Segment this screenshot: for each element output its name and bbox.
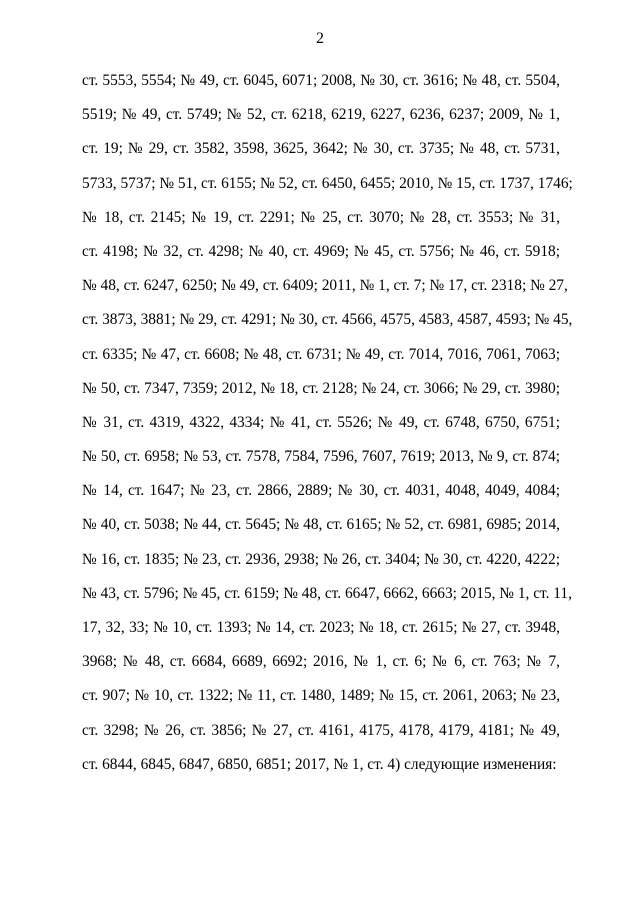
text-line-4: 5733, 5737; № 51, ст. 6155; № 52, ст. 6450, 6455; 2010, № 15, ст. 1737, 1746; (82, 174, 573, 192)
text-line-16: № 43, ст. 5796; № 45, ст. 6159; № 48, ст. 6647, 6662, 6663; 2015, № 1, ст. 11, (82, 584, 572, 602)
document-body (82, 64, 573, 782)
text-line-6: ст. 4198; № 32, ст. 4298; № 40, ст. 4969; № 45, ст. 5756; № 46, ст. 5918; (82, 242, 560, 260)
text-line-19: ст. 907; № 10, ст. 1322; № 11, ст. 1480, 1489; № 15, ст. 2061, 2063; № 23, (82, 687, 560, 705)
text-line-2: 5519; № 49, ст. 5749; № 52, ст. 6218, 6219, 6227, 6236, 6237; 2009, № 1, (82, 106, 560, 124)
text-line-3: ст. 19; № 29, ст. 3582, 3598, 3625, 3642; № 30, ст. 3735; № 48, ст. 5731, (82, 140, 560, 158)
text-line-9: ст. 6335; № 47, ст. 6608; № 48, ст. 6731; № 49, ст. 7014, 7016, 7061, 7063; (82, 345, 560, 363)
text-line-1: ст. 5553, 5554; № 49, ст. 6045, 6071; 2008, № 30, ст. 3616; № 48, ст. 5504, (82, 72, 560, 89)
text-line-14: № 40, ст. 5038; № 44, ст. 5645; № 48, ст. 6165; № 52, ст. 6981, 6985; 2014, (82, 516, 560, 534)
text-line-13: № 14, ст. 1647; № 23, ст. 2866, 2889; № 30, ст. 4031, 4048, 4049, 4084; (82, 482, 560, 500)
text-line-20: ст. 3298; № 26, ст. 3856; № 27, ст. 4161, 4175, 4178, 4179, 4181; № 49, (82, 721, 560, 739)
text-line-7: № 48, ст. 6247, 6250; № 49, ст. 6409; 2011, № 1, ст. 7; № 17, ст. 2318; № 27, (82, 277, 568, 295)
text-line-15: № 16, ст. 1835; № 23, ст. 2936, 2938; № 26, ст. 3404; № 30, ст. 4220, 4222; (82, 550, 560, 568)
text-line-17: 17, 32, 33; № 10, ст. 1393; № 14, ст. 2023; № 18, ст. 2615; № 27, ст. 3948, (82, 619, 560, 636)
text-line-5: № 18, ст. 2145; № 19, ст. 2291; № 25, ст. 3070; № 28, ст. 3553; № 31, (82, 208, 560, 226)
text-line-11: № 31, ст. 4319, 4322, 4334; № 41, ст. 5526; № 49, ст. 6748, 6750, 6751; (82, 413, 560, 431)
text-line-18: 3968; № 48, ст. 6684, 6689, 6692; 2016, № 1, ст. 6; № 6, ст. 763; № 7, (82, 653, 560, 671)
text-line-10: № 50, ст. 7347, 7359; 2012, № 18, ст. 2128; № 24, ст. 3066; № 29, ст. 3980; (82, 379, 560, 397)
text-line-21: ст. 6844, 6845, 6847, 6850, 6851; 2017, № 1, ст. 4) следующие изменения: (82, 755, 557, 773)
page-number: 2 (316, 30, 324, 47)
text-line-8: ст. 3873, 3881; № 29, ст. 4291; № 30, ст. 4566, 4575, 4583, 4587, 4593; № 45, (82, 311, 573, 329)
text-line-12: № 50, ст. 6958; № 53, ст. 7578, 7584, 7596, 7607, 7619; 2013, № 9, ст. 874; (82, 448, 560, 466)
